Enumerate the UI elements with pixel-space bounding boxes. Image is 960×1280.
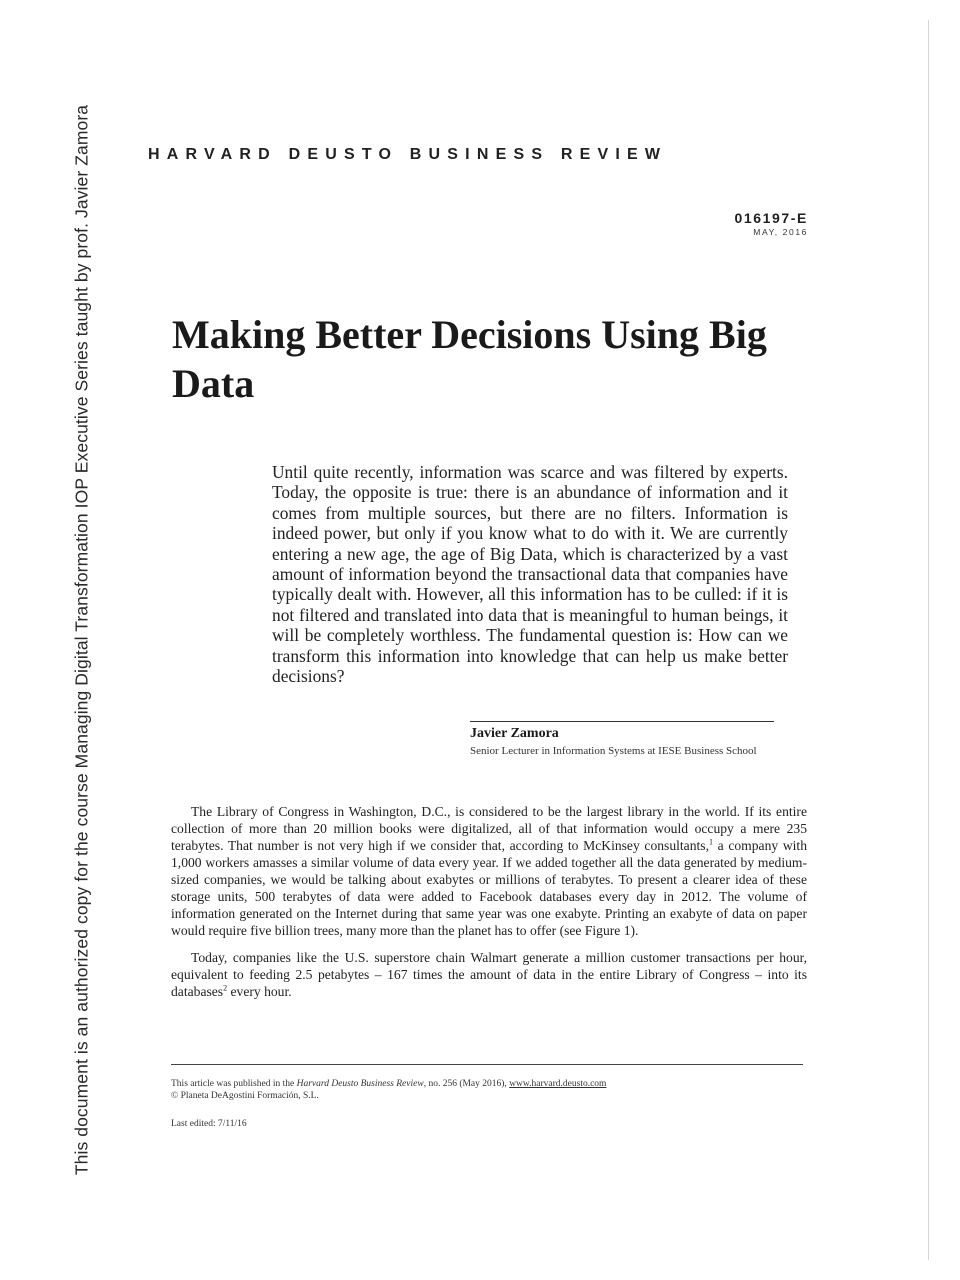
footnote-ref: 2 (223, 983, 228, 993)
article-body (171, 803, 807, 1010)
author-block (470, 721, 774, 758)
copyright-note: © Planeta DeAgostini Formación, S.L. (171, 1091, 319, 1101)
last-edited-note: Last edited: 7/11/16 (171, 1119, 247, 1129)
footnote-divider (171, 1064, 803, 1065)
document-date: MAY, 2016 (753, 227, 808, 237)
article-abstract: Until quite recently, information was scarce and was filtered by experts. Today, the opposite is true: there is an abundance of information and it comes from multiple sources, but there are no filters. Information is indeed power, but only if you know what to do with it. We are currently entering a new age, the age of Big Data, which is characterized by a vast amount of information beyond the transactional data that companies have typically dealt with. However, all this information has to be culled: if it is not filtered and translated into data that is meaningful to human beings, it will be completely worthless. The fundamental question is: How can we transform this information into knowledge that can help us make better decisions? (272, 462, 788, 687)
body-paragraph: Today, companies like the U.S. superstore chain Walmart generate a million customer transactions per hour, equivalent to feeding 2.5 petabytes – 167 times the amount of data in the entire Library of Congress – into its databases$^2$ every hour. (171, 950, 807, 999)
authorized-copy-notice: This document is an authorized copy for the course Managing Digital Transformation IOP Executive Series taught by prof. Javier Zamora (71, 104, 92, 1176)
publication-footnote (171, 1078, 811, 1130)
publisher-link[interactable]: www.harvard.deusto.com (509, 1079, 607, 1089)
document-number: 016197-E (734, 210, 808, 226)
article-title: Making Better Decisions Using Big Data (172, 312, 767, 406)
body-paragraph: The Library of Congress in Washington, D.C., is considered to be the largest library in the world. If its entire collection of more than 20 million books were digitalized, all of that information would occupy a mere 235 terabytes. That number is not very high if we consider that, according to McKinsey consultants,$^1$ a company with 1,000 workers amasses a similar volume of data every year. If we added together all the data generated by medium-sized companies, we would be talking about exabytes or millions of terabytes. To present a clearer idea of these storage units, 500 terabytes of data were added to Facebook databases every day in 2012. The volume of information generated on the Internet during that same year was one exabyte. Printing an exabyte of data on paper would require five billion trees, many more than the planet has to offer (see Figure 1). (171, 804, 807, 938)
author-name: Javier Zamora (470, 726, 559, 741)
publication-note: This article was published in the Harvard Deusto Business Review, no. 256 (May 2016), www.harvard.deusto.com (171, 1079, 607, 1089)
journal-name: HARVARD DEUSTO BUSINESS REVIEW (148, 146, 668, 163)
footnote-ref: 1 (708, 837, 713, 847)
page-edge-line (928, 20, 929, 1260)
author-role: Senior Lecturer in Information Systems at IESE Business School (470, 745, 757, 757)
document-code-block (734, 210, 808, 237)
